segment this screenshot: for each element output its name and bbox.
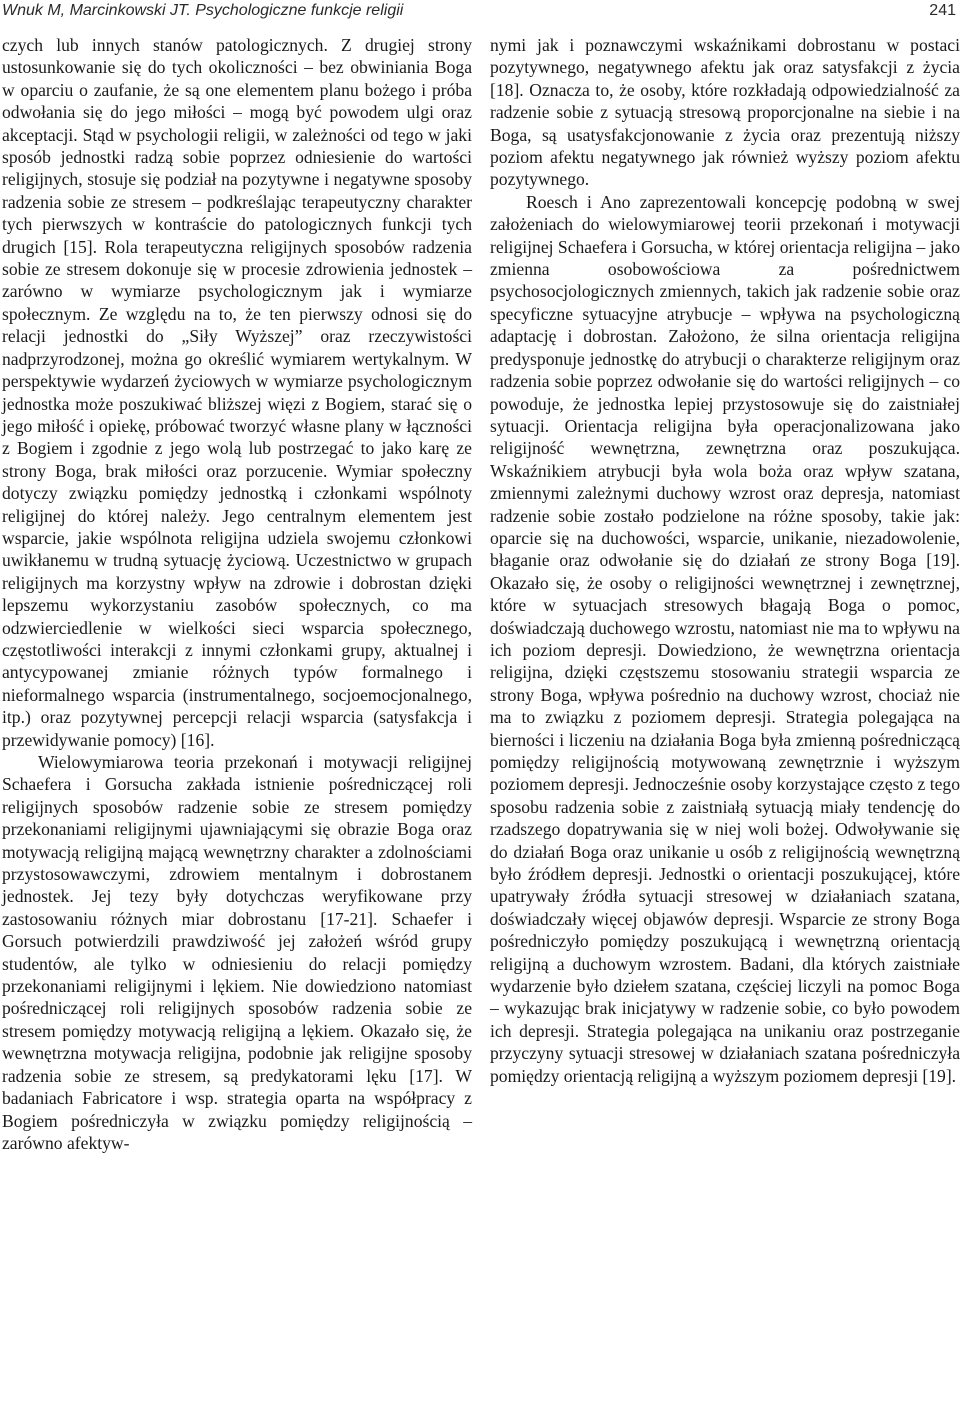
left-column (2, 34, 472, 1154)
running-title: Wnuk M, Marcinkowski JT. Psychologiczne funkcje religii (2, 2, 404, 19)
right-column (490, 34, 960, 1087)
page-header (0, 0, 960, 24)
paragraph: czych lub innych stanów patologicznych. Z drugiej strony ustosunkowanie się do tych okoliczności – bez obwiniania Boga w oparciu o zaufanie, że są one elementem planu bożego i próba odwołania się do jego miłości – mogą być powodem ulgi oraz akceptacji. Stąd w psychologii religii, w zależności od tego w jaki sposób jednostki radzą sobie poprzez odniesienie do wartości religijnych, stosuje się podział na pozytywne i negatywne sposoby radzenia sobie ze stresem – podkreślając terapeutyczny charakter tych pierwszych w kontraście do patologicznych funkcji tych drugich [15]. Rola terapeutyczna religijnych sposobów radzenia sobie ze stresem dokonuje się w procesie zdrowienia jednostek – zarówno w wymiarze psychologicznym jak i wymiarze społecznym. Ze względu na to, że ten pierwszy odnosi się do relacji jednostki do „Siły Wyższej” oraz rzeczywistości nadprzyrodzonej, można go określić wymiarem wertykalnym. W perspektywie wydarzeń życiowych w wymiarze psychologicznym jednostka może poszukiwać bliższej więzi z Bogiem, starać się o jego miłość i opiekę, próbować tworzyć własne plany w łączności z Bogiem i zgodnie z jego wolą lub postrzegać to jako karę ze strony Boga, brak miłości oraz porzucenie. Wymiar społeczny dotyczy związku pomiędzy jednostką i członkami wspólnoty religijnej do której należy. Jego centralnym elementem jest wsparcie, jakie wspólnota religijna udziela swojemu członkowi uwikłanemu w trudną sytuację życiową. Uczestnictwo w grupach religijnych ma korzystny wpływ na zdrowie i dobrostan dzięki lepszemu wykorzystaniu zasobów społecznych, co ma odzwierciedlenie w wielkości sieci wsparcia społecznego, częstotliwości interakcji z innymi członkami grupy, aktualnej i antycypowanej zmianie różnych typów formalnego i nieformalnego wsparcia (instrumentalnego, socjoemocjonalnego, itp.) oraz pozytywnej percepcji relacji wsparcia (satysfakcja i przewidywanie pomocy) [16]. (2, 35, 472, 750)
paragraph: nymi jak i poznawczymi wskaźnikami dobrostanu w postaci pozytywnego, negatywnego afektu jak oraz satysfakcji z życia [18]. Oznacza to, że osoby, które rozkładają odpowiedzialność za radzenie sobie z sytuacją stresową proporcjonalne na siebie i na Boga, są usatysfakcjonowanie z życia oraz prezentują niższy poziom afektu negatywnego jak również wyższy poziom afektu pozytywnego. (490, 35, 960, 190)
paragraph: Wielowymiarowa teoria przekonań i motywacji religijnej Schaefera i Gorsucha zakłada istnienie pośredniczącej roli religijnych sposobów radzenie sobie ze stresem pomiędzy przekonaniami religijnymi ujawniającymi się obrazie Boga oraz motywacją religijną mającą wewnętrzny charakter a zdolnościami przystosowawczymi, zdrowiem mentalnym i dobrostanem jednostek. Jej tezy były dotychczas weryfikowane przy zastosowaniu różnych miar dobrostanu [17-21]. Schaefer i Gorsuch potwierdzili prawdziwość jej założeń wśród grupy studentów, ale tylko w odniesieniu do relacji pomiędzy przekonaniami religijnymi i lękiem. Nie dowiedziono natomiast pośredniczącej roli religijnych sposobów radzenia sobie ze stresem pomiędzy motywacją religijną a lękiem. Okazało się, że wewnętrzna motywacja religijna, podobnie jak religijne sposoby radzenia sobie ze stresem, są predykatorami lęku [17]. W badaniach Fabricatore i wsp. strategia oparta na współpracy z Bogiem pośredniczyła w związku pomiędzy religijnością – zarówno afektyw- (2, 752, 472, 1153)
paragraph: Roesch i Ano zaprezentowali koncepcję podobną w swej założeniach do wielowymiarowej teorii przekonań i motywacji religijnej Schaefera i Gorsucha, w której orientacja religijna – jako zmienna osobowościowa za pośrednictwem psychosocjologicznych zmiennych, takich jak radzenie sobie oraz specyficzne sytuacyjne atrybucje – wpływa na psychologiczną adaptację i dobrostan. Założono, że silna orientacja religijna predysponuje jednostkę do atrybucji o charakterze religijnym oraz radzenia sobie poprzez odwołanie się do wartości religijnych – co powoduje, że jednostka lepiej przystosowuje się do zaistniałej sytuacji. Orientacja religijna była operacjonalizowana jako religijność wewnętrzna, zewnętrzna oraz poszukująca. Wskaźnikiem atrybucji była wola boża oraz wpływ szatana, zmiennymi zależnymi duchowy wzrost oraz depresja, natomiast radzenie sobie zostało podzielone na różne sposoby, takie jak: oparcie się na duchowości, wsparcie, unikanie, niezadowolenie, błaganie oraz odwołanie się do działań ze strony Boga [19]. Okazało się, że osoby o religijności wewnętrznej i zewnętrznej, które w sytuacjach stresowych błagają Boga o pomoc, doświadczają duchowego wzrostu, natomiast nie ma to wpływu na ich poziom depresji. Dowiedziono, że wewnętrzna orientacja religijna, dzięki częstszemu stosowaniu strategii wsparcia ze strony Boga, wpływa pośrednio na duchowy wzrost, chociaż nie ma to związku z poziomem depresji. Strategia polegająca na bierności i liczeniu na działania Boga była zmienną pośredniczącą pomiędzy religijnością motywowaną zewnętrznie i wyższym poziomem depresji. Jednocześnie osoby korzystające często z tego sposobu radzenia sobie z zaistniałą sytuacją miały tendencję do rzadszego dopatrywania się w niej woli bożej. Odwoływanie się do działań Boga oraz unikanie u osób z religijnością wewnętrzną było źródłem depresji. Jednostki o orientacji poszukującej, które upatrywały źródła sytuacji stresowej w działaniach szatana, doświadczały więcej objawów depresji. Wsparcie ze strony Boga pośredniczyło pomiędzy poszukującą i wewnętrzną orientacją religijną a duchowym wzrostem. Badani, dla których zaistniałe wydarzenie było dziełem szatana, częściej liczyli na pomoc Boga – wykazując brak inicjatywy w radzenie sobie, co było powodem ich depresji. Strategia polegająca na unikaniu oraz postrzeganie przyczyny sytuacji stresowej w działaniach szatana pośredniczyła pomiędzy orientacją religijną a wyższym poziomem depresji [19]. (490, 191, 960, 1086)
page-number: 241 (929, 2, 956, 19)
